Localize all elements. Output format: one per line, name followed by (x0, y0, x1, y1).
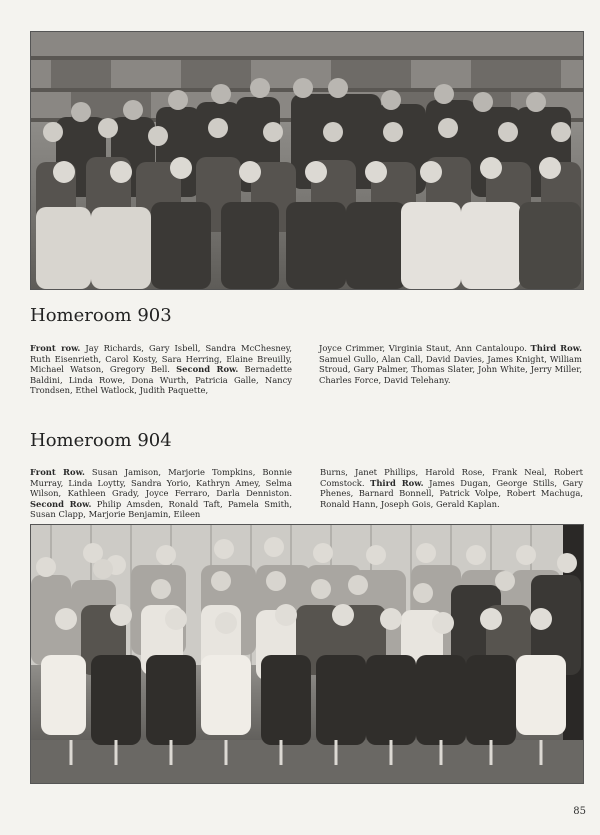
row-names: James Dugan, George Stills, Gary Phenes, Barnard Bonnell, Patrick Volpe, Robert Machuga, Ronald Hann, Joseph Gois, Gerald Kaplan. (320, 477, 584, 509)
row-label: Front Row. (30, 467, 85, 477)
group-photo-904-image (31, 525, 583, 783)
row-names: Bernadette Baldini, Linda Rowe, Dona Wurth, Patricia Galle, Nancy Trondsen, Ethel Watlock, Judith Paquette, (30, 364, 292, 396)
homeroom-904-heading: Homeroom 904 (30, 430, 172, 451)
row-names: Philip Amsden, Ronald Taft, Pamela Smith, Susan Clapp, Marjorie Benjamin, Eileen (30, 498, 292, 520)
row-names: Susan Jamison, Marjorie Tompkins, Bonnie Murray, Linda Loytty, Sandra Yorio, Kathryn Amey, Selma Wilson, Kathleen Grady, Joyce Ferraro, Darla Denniston. (30, 467, 292, 499)
class-photo-904 (30, 524, 584, 784)
row-label: Third Row. (370, 477, 424, 488)
row-label: Front row. (30, 343, 81, 353)
row-label: Third Row. (530, 343, 583, 353)
row-label: Second Row. (176, 364, 239, 375)
row-names: Samuel Gullo, Alan Call, David Davies, James Knight, William Stroud, Gary Palmer, Thomas Slater, John White, Jerry Miller, Charles Force, David Telehany. (319, 353, 582, 385)
homeroom-903-caption-left (30, 343, 292, 396)
row-label: Second Row. (30, 498, 92, 509)
row-names: Jay Richards, Gary Isbell, Sandra McChesney, Ruth Eisenrieth, Carol Kosty, Sara Herring, Elaine Breuilly, Michael Watson, Gregory Bell. (30, 343, 292, 375)
homeroom-904-caption-right (320, 467, 583, 509)
homeroom-903-heading: Homeroom 903 (30, 305, 172, 326)
homeroom-904-caption-left (30, 467, 292, 520)
page-number: 85 (573, 806, 586, 817)
homeroom-903-caption-right (319, 343, 582, 385)
group-photo-903-image (31, 32, 583, 289)
class-photo-903 (30, 31, 584, 290)
row-names: Burns, Janet Phillips, Harold Rose, Frank Neal, Robert Comstock. (320, 467, 583, 488)
row-names: Joyce Crimmer, Virginia Staut, Ann Cantaloupo. (319, 343, 531, 353)
